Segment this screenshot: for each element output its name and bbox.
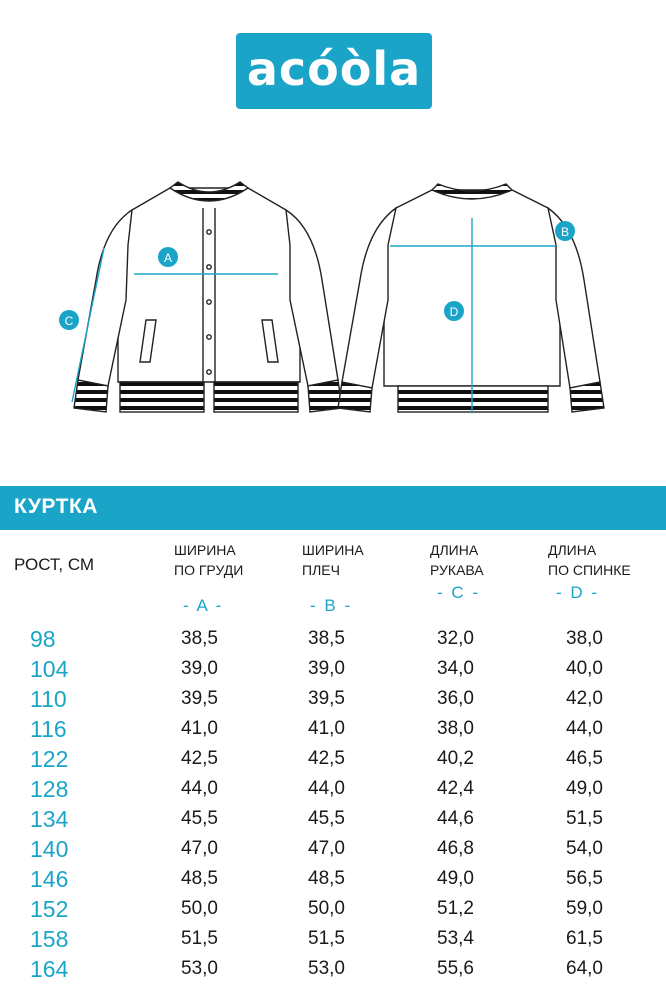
cell-a: 44,0 bbox=[181, 778, 218, 799]
label-a-text: A bbox=[163, 251, 173, 265]
brand-logo-text: acóòla bbox=[246, 42, 422, 96]
cell-d: 59,0 bbox=[566, 898, 603, 919]
header-chest-width bbox=[174, 540, 243, 580]
cell-d: 54,0 bbox=[566, 838, 603, 859]
cell-a: 38,5 bbox=[181, 628, 218, 649]
cell-height: 158 bbox=[30, 926, 69, 952]
cell-b: 44,0 bbox=[308, 778, 345, 799]
label-b-text: B bbox=[560, 225, 570, 239]
header-sleeve-code: - C - bbox=[437, 583, 481, 602]
cell-c: 34,0 bbox=[437, 658, 474, 679]
cell-b: 42,5 bbox=[308, 748, 345, 769]
cell-c: 40,2 bbox=[437, 748, 474, 769]
cell-d: 46,5 bbox=[566, 748, 603, 769]
jacket-back-drawing bbox=[338, 184, 604, 412]
header-sleeve-line1: ДЛИНА bbox=[430, 542, 479, 558]
header-chest-code: - A - bbox=[183, 596, 224, 615]
table-title-banner bbox=[0, 486, 666, 530]
cell-d: 49,0 bbox=[566, 778, 603, 799]
table-row bbox=[0, 746, 666, 776]
cell-c: 36,0 bbox=[437, 688, 474, 709]
cell-b: 41,0 bbox=[308, 718, 345, 739]
cell-height: 116 bbox=[30, 716, 67, 742]
cell-c: 51,2 bbox=[437, 898, 474, 919]
label-c-text: C bbox=[64, 314, 74, 328]
cell-a: 41,0 bbox=[181, 718, 218, 739]
cell-b: 51,5 bbox=[308, 928, 345, 949]
table-row bbox=[0, 926, 666, 956]
cell-d: 42,0 bbox=[566, 688, 603, 709]
cell-b: 53,0 bbox=[308, 958, 345, 979]
cell-c: 49,0 bbox=[437, 868, 474, 889]
table-row bbox=[0, 956, 666, 986]
cell-c: 38,0 bbox=[437, 718, 474, 739]
label-b-badge bbox=[555, 221, 575, 241]
table-row bbox=[0, 656, 666, 686]
header-height bbox=[14, 555, 94, 575]
label-d-badge bbox=[444, 301, 464, 321]
cell-height: 122 bbox=[30, 746, 69, 772]
header-back-line2: ПО СПИНКЕ bbox=[548, 562, 631, 578]
cell-d: 51,5 bbox=[566, 808, 603, 829]
table-title: КУРТКА bbox=[14, 495, 98, 518]
header-shoulder-code: - B - bbox=[310, 596, 353, 615]
jacket-front-drawing bbox=[74, 182, 342, 412]
header-back-length bbox=[548, 540, 631, 580]
header-shoulder-line1: ШИРИНА bbox=[302, 542, 364, 558]
table-row bbox=[0, 836, 666, 866]
cell-height: 164 bbox=[30, 956, 69, 982]
label-d-text: D bbox=[449, 305, 459, 319]
cell-b: 38,5 bbox=[308, 628, 345, 649]
cell-a: 53,0 bbox=[181, 958, 218, 979]
cell-a: 45,5 bbox=[181, 808, 218, 829]
cell-c: 44,6 bbox=[437, 808, 474, 829]
table-row bbox=[0, 866, 666, 896]
table-row bbox=[0, 776, 666, 806]
cell-height: 110 bbox=[30, 686, 67, 712]
cell-height: 152 bbox=[30, 896, 69, 922]
cell-a: 39,0 bbox=[181, 658, 218, 679]
header-shoulder-width bbox=[302, 540, 364, 580]
cell-height: 128 bbox=[30, 776, 69, 802]
header-chest-line1: ШИРИНА bbox=[174, 542, 236, 558]
table-row bbox=[0, 716, 666, 746]
table-row bbox=[0, 806, 666, 836]
header-sleeve-length bbox=[430, 540, 484, 580]
cell-height: 140 bbox=[30, 836, 69, 862]
cell-height: 104 bbox=[30, 656, 69, 682]
header-back-code: - D - bbox=[556, 583, 600, 602]
header-shoulder-line2: ПЛЕЧ bbox=[302, 562, 340, 578]
cell-height: 146 bbox=[30, 866, 69, 892]
table-row bbox=[0, 626, 666, 656]
cell-b: 45,5 bbox=[308, 808, 345, 829]
jacket-measurement-diagram bbox=[0, 150, 666, 450]
cell-d: 64,0 bbox=[566, 958, 603, 979]
cell-a: 47,0 bbox=[181, 838, 218, 859]
cell-b: 39,0 bbox=[308, 658, 345, 679]
cell-a: 48,5 bbox=[181, 868, 218, 889]
cell-c: 53,4 bbox=[437, 928, 474, 949]
cell-d: 44,0 bbox=[566, 718, 603, 739]
label-c-badge bbox=[59, 310, 79, 330]
cell-a: 51,5 bbox=[181, 928, 218, 949]
cell-a: 39,5 bbox=[181, 688, 218, 709]
header-height-label: РОСТ, СМ bbox=[14, 555, 95, 574]
cell-d: 61,5 bbox=[566, 928, 603, 949]
cell-height: 134 bbox=[30, 806, 69, 832]
cell-c: 55,6 bbox=[437, 958, 474, 979]
cell-b: 47,0 bbox=[308, 838, 345, 859]
cell-d: 56,5 bbox=[566, 868, 603, 889]
label-a-badge bbox=[158, 247, 178, 267]
header-sleeve-line2: РУКАВА bbox=[430, 562, 484, 578]
cell-height: 98 bbox=[30, 626, 56, 652]
table-row bbox=[0, 686, 666, 716]
table-row bbox=[0, 896, 666, 926]
cell-d: 38,0 bbox=[566, 628, 603, 649]
cell-c: 32,0 bbox=[437, 628, 474, 649]
header-chest-line2: ПО ГРУДИ bbox=[174, 562, 244, 578]
cell-b: 48,5 bbox=[308, 868, 345, 889]
cell-b: 50,0 bbox=[308, 898, 345, 919]
cell-c: 46,8 bbox=[437, 838, 474, 859]
cell-c: 42,4 bbox=[437, 778, 474, 799]
cell-a: 42,5 bbox=[181, 748, 218, 769]
cell-b: 39,5 bbox=[308, 688, 345, 709]
cell-d: 40,0 bbox=[566, 658, 603, 679]
header-back-line1: ДЛИНА bbox=[548, 542, 597, 558]
brand-logo bbox=[236, 33, 432, 109]
cell-a: 50,0 bbox=[181, 898, 218, 919]
